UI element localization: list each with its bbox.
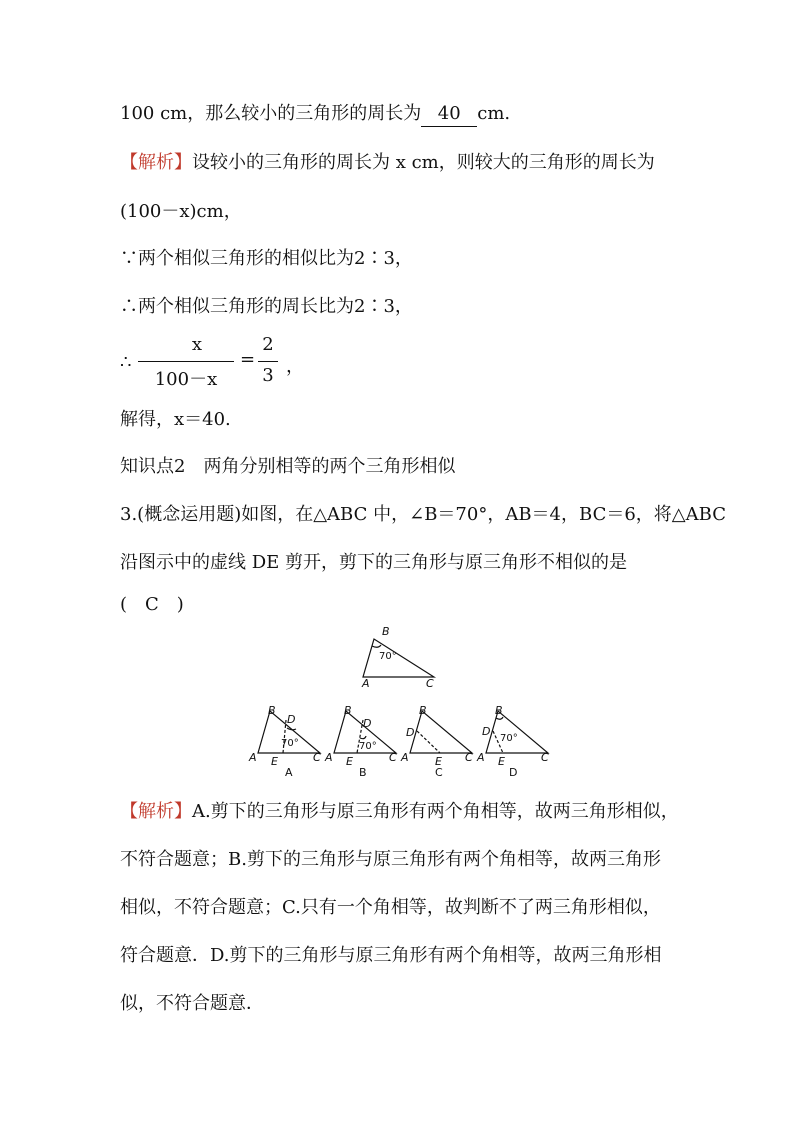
analysis-paragraph	[120, 151, 655, 175]
angle-mark	[496, 717, 503, 719]
equals-sign: =	[240, 349, 256, 370]
angle-mark	[372, 645, 381, 647]
analysis-text: A.剪下的三角形与原三角形有两个角相等，故两三角形相似，	[192, 801, 679, 822]
label-angle: 70°	[500, 733, 518, 744]
analysis-tag: 【解析】	[120, 152, 192, 173]
question-3-line: 沿图示中的虚线 DE 剪开，剪下的三角形与原三角形不相似的是	[120, 552, 628, 573]
triangle-option-d	[486, 711, 548, 753]
triangle-option-c	[410, 711, 472, 753]
label-c: C	[541, 751, 549, 764]
analysis-line: 符合题意．D.剪下的三角形与原三角形有两个角相等，故两三角形相	[120, 945, 662, 966]
label-angle: 70°	[281, 738, 299, 749]
fraction-bar	[258, 361, 278, 362]
label-b: B	[382, 625, 390, 638]
label-c: C	[389, 751, 397, 764]
solution-line: (100－x)cm，	[120, 201, 242, 222]
label-e: E	[498, 755, 505, 768]
label-b: B	[344, 704, 352, 717]
label-d: D	[287, 713, 296, 726]
blank-answer: 40	[421, 102, 477, 127]
cut-line-de	[417, 731, 440, 753]
analysis-text: 设较小的三角形的周长为 x cm，则较大的三角形的周长为	[192, 152, 655, 173]
fraction-bar	[138, 361, 234, 362]
label-c: C	[426, 677, 434, 690]
question-3-answer: ( C )	[120, 594, 184, 615]
answer-line	[120, 102, 510, 127]
comma: ，	[286, 356, 304, 377]
label-e: E	[346, 755, 353, 768]
label-b: B	[495, 704, 503, 717]
solution-line: ∵两个相似三角形的相似比为2∶3，	[120, 248, 413, 269]
denominator: 100－x	[154, 369, 218, 390]
label-a: A	[325, 751, 333, 764]
fraction-equation	[120, 334, 380, 390]
analysis-tag: 【解析】	[120, 801, 192, 822]
label-d: D	[406, 726, 415, 739]
analysis-line: 相似，不符合题意；C.只有一个角相等，故判断不了两三角形相似，	[120, 897, 661, 918]
question-tail: 100 cm，那么较小的三角形的周长为	[120, 103, 422, 124]
unit: cm.	[477, 103, 511, 124]
label-b: B	[268, 704, 276, 717]
label-a: A	[249, 751, 257, 764]
label-a: A	[362, 677, 370, 690]
question-3-line: 3.(概念运用题)如图，在△ABC 中，∠B＝70°，AB＝4，BC＝6，将△ABC	[120, 504, 726, 525]
analysis-line: 似，不符合题意．	[120, 993, 264, 1014]
option-caption-b: B	[359, 766, 367, 779]
label-angle: 70°	[359, 741, 377, 752]
therefore-symbol: ∴	[120, 352, 132, 373]
label-e: E	[271, 755, 278, 768]
label-c: C	[313, 751, 321, 764]
numerator: 2	[262, 334, 274, 355]
label-a: A	[477, 751, 485, 764]
option-caption-a: A	[285, 766, 293, 779]
label-d: D	[363, 717, 372, 730]
triangle-abc	[363, 639, 434, 677]
angle-mark	[360, 736, 366, 739]
label-e: E	[435, 755, 442, 768]
denominator: 3	[262, 365, 274, 386]
label-angle: 70°	[379, 651, 397, 662]
knowledge-point-heading: 知识点2 两角分别相等的两个三角形相似	[120, 456, 456, 477]
solution-result: 解得，x＝40.	[120, 409, 231, 430]
triangle-figure	[0, 620, 794, 782]
label-d: D	[482, 725, 491, 738]
label-b: B	[419, 704, 427, 717]
analysis-line: 不符合题意；B.剪下的三角形与原三角形有两个角相等，故两三角形	[120, 849, 661, 870]
label-c: C	[465, 751, 473, 764]
numerator: x	[191, 334, 203, 355]
option-caption-d: D	[509, 766, 518, 779]
label-a: A	[401, 751, 409, 764]
option-caption-c: C	[435, 766, 443, 779]
solution-line: ∴两个相似三角形的周长比为2∶3，	[120, 296, 413, 317]
analysis-paragraph	[120, 800, 679, 824]
